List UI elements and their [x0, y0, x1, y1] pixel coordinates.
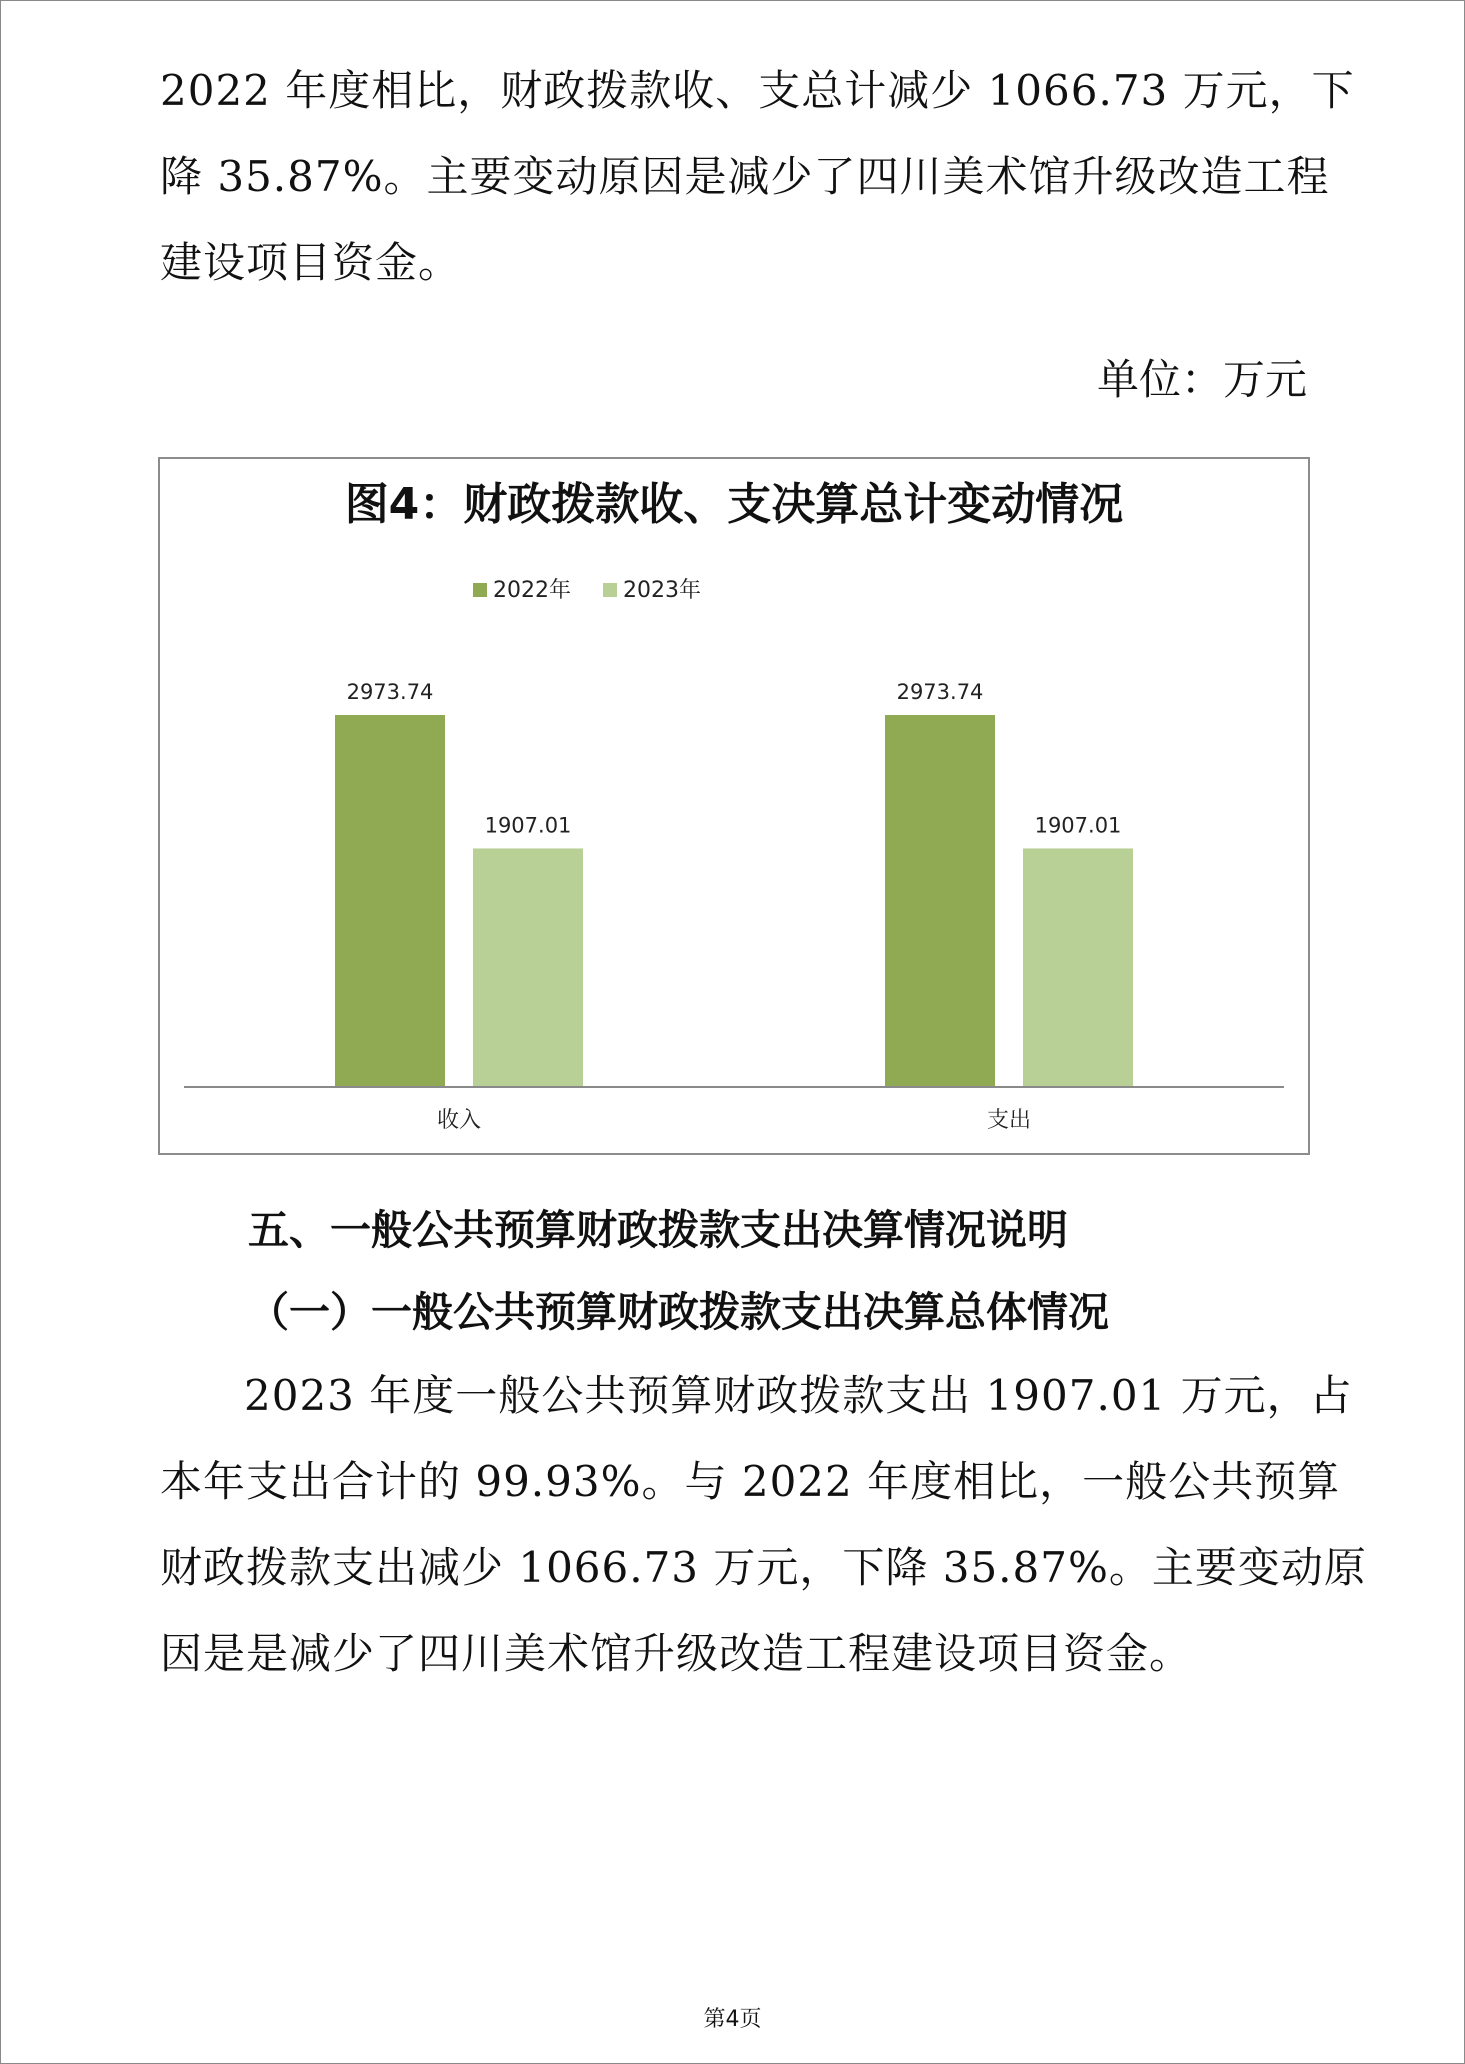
intro-line-2: 降 35.87%。主要变动原因是减少了四川美术馆升级改造工程: [160, 152, 1330, 201]
bar-1-1: [335, 715, 445, 1087]
legend-label-1: 2022年: [493, 578, 571, 603]
chart-title: 图4：财政拨款收、支决算总计变动情况: [344, 479, 1124, 530]
bar-2-2: [1023, 848, 1133, 1087]
section-heading: 五、一般公共预算财政拨款支出决算情况说明: [248, 1206, 1068, 1254]
intro-line-3: 建设项目资金。: [160, 238, 462, 287]
legend-label-2: 2023年: [623, 578, 701, 603]
legend-swatch-2: [603, 583, 617, 597]
body-line-1: 2023 年度一般公共预算财政拨款支出 1907.01 万元，占: [244, 1371, 1353, 1420]
bar-1-2: [473, 848, 583, 1087]
category-label-1: 收入: [436, 1108, 482, 1133]
page-number: 第4页: [703, 2007, 762, 2032]
legend-swatch-1: [473, 583, 487, 597]
intro-line-1: 2022 年度相比，财政拨款收、支总计减少 1066.73 万元，下: [160, 66, 1355, 115]
body-line-3: 财政拨款支出减少 1066.73 万元，下降 35.87%。主要变动原: [160, 1543, 1367, 1592]
data-label-2-1: 2973.74: [896, 680, 984, 704]
body-line-4: 因是是减少了四川美术馆升级改造工程建设项目资金。: [160, 1629, 1193, 1678]
data-label-1-2: 1907.01: [484, 813, 572, 838]
body-line-2: 本年支出合计的 99.93%。与 2022 年度相比，一般公共预算: [160, 1457, 1341, 1506]
chart-container: [158, 457, 1310, 1155]
body-paragraph: [160, 1353, 1367, 1697]
bar-chart: [160, 459, 1308, 1153]
bar-2-1: [885, 715, 995, 1087]
category-label-2: 支出: [986, 1108, 1032, 1133]
intro-paragraph: [160, 48, 1355, 306]
data-label-1-1: 2973.74: [346, 680, 434, 704]
data-label-2-2: 1907.01: [1034, 813, 1122, 838]
unit-label: 单位：万元: [1096, 355, 1307, 404]
subsection-heading: （一）一般公共预算财政拨款支出决算总体情况: [248, 1288, 1109, 1336]
